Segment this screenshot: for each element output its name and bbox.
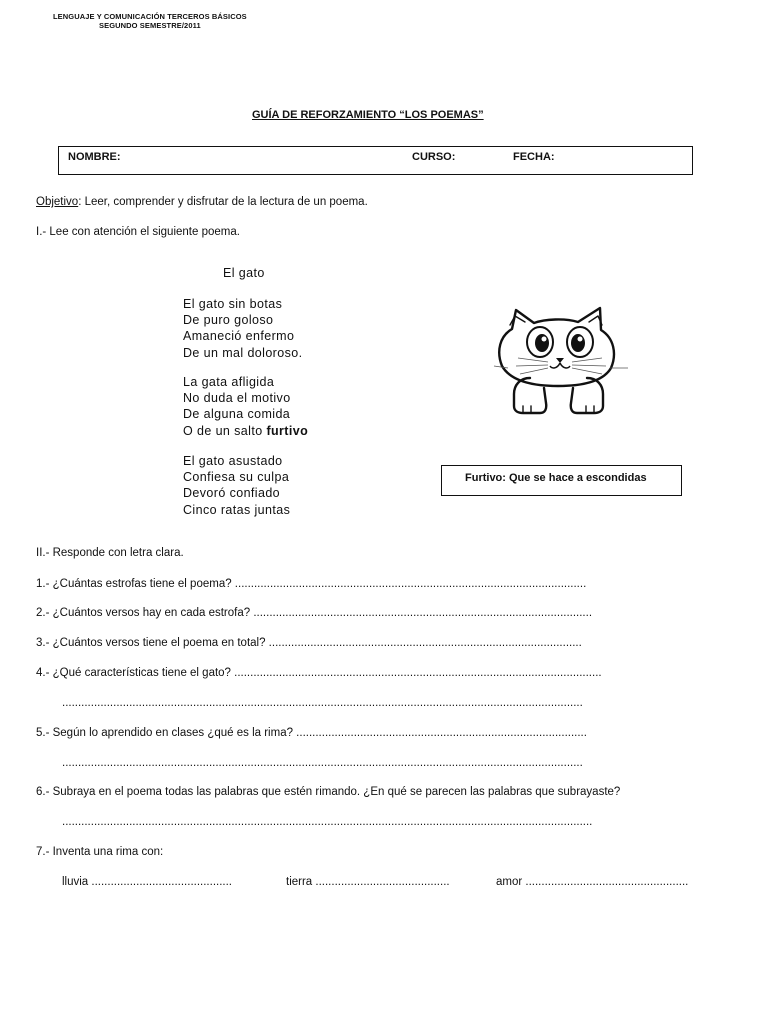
poem-verse-text: O de un salto (183, 423, 267, 438)
poem-verse: Confiesa su culpa (183, 470, 290, 485)
nombre-label: NOMBRE: (68, 151, 121, 163)
cat-drawing-icon (490, 296, 645, 418)
poem-verse: No duda el motivo (183, 391, 291, 406)
rhyme-tierra: tierra .......................................... (286, 876, 450, 888)
question-6: 6.- Subraya en el poema todas las palabras que estén rimando. ¿En qué se parecen las palabras que subrayaste? (36, 786, 621, 798)
header-line-1: LENGUAJE Y COMUNICACIÓN TERCEROS BÁSICOS (53, 12, 247, 21)
poem-stanza-1 (183, 296, 302, 361)
poem-verse: Cinco ratas juntas (183, 502, 291, 517)
poem-verse: Amaneció enfermo (183, 329, 295, 344)
question-3: 3.- ¿Cuántos versos tiene el poema en total? .................................................................................................. (36, 637, 582, 649)
page-title: GUÍA DE REFORZAMIENTO “LOS POEMAS” (252, 109, 484, 121)
question-1: 1.- ¿Cuántas estrofas tiene el poema? .............................................................................................................. (36, 578, 587, 590)
answer-line: ................................................................................................................................................................... (62, 697, 583, 709)
question-2: 2.- ¿Cuántos versos hay en cada estrofa? .......................................................................................................... (36, 607, 593, 619)
student-info-box (58, 146, 693, 175)
poem-verse: El gato sin botas (183, 297, 283, 311)
poem-stanza-3 (183, 453, 290, 518)
answer-line: ................................................................................................................................................................... (62, 757, 583, 769)
poem-title: El gato (223, 266, 265, 280)
section-2-instruction: II.- Responde con letra clara. (36, 547, 184, 559)
section-1-instruction: I.- Lee con atención el siguiente poema. (36, 226, 240, 238)
fecha-label: FECHA: (513, 151, 555, 163)
curso-label: CURSO: (412, 151, 456, 163)
objective (36, 196, 368, 208)
poem-verse: Devoró confiado (183, 486, 281, 501)
objective-label: Objetivo (36, 196, 79, 208)
poem-verse: El gato asustado (183, 454, 283, 468)
question-7: 7.- Inventa una rima con: (36, 846, 164, 858)
poem-verse: De un mal doloroso. (183, 345, 303, 360)
question-4: 4.- ¿Qué características tiene el gato? ................................................................................................................... (36, 667, 602, 679)
header-line-2: SEGUNDO SEMESTRE/2011 (99, 21, 201, 30)
answer-line: ...................................................................................................................................................................... (62, 816, 593, 828)
poem-verse: La gata afligida (183, 375, 275, 389)
furtivo-definition-box (441, 465, 682, 496)
poem-verse: De alguna comida (183, 407, 291, 422)
question-5: 5.- Según lo aprendido en clases ¿qué es la rima? ........................................................................................... (36, 727, 587, 739)
poem-verse: De puro goloso (183, 313, 274, 328)
rhyme-amor: amor ................................................... (496, 876, 689, 888)
bold-word: furtivo (266, 423, 309, 438)
poem-stanza-2 (183, 374, 308, 439)
poem-verse (183, 423, 308, 439)
rhyme-lluvia: lluvia ............................................ (62, 876, 232, 888)
objective-text: : Leer, comprender y disfrutar de la lectura de un poema. (78, 196, 368, 208)
furtivo-definition: Furtivo: Que se hace a escondidas (465, 472, 647, 484)
